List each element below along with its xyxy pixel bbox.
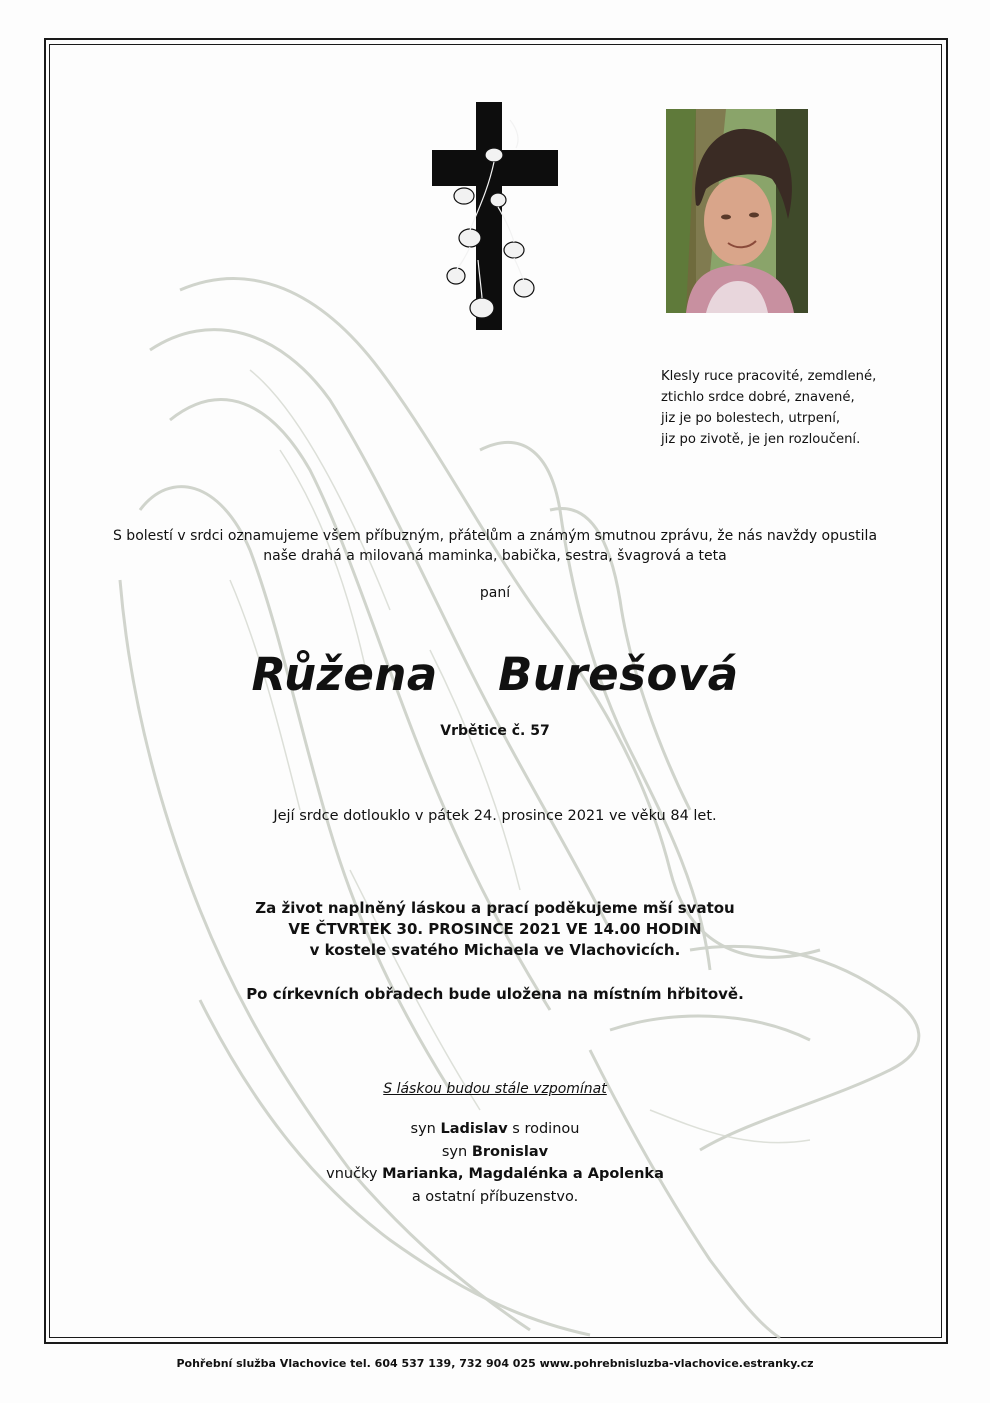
intro-line-1: S bolestí v srdci oznamujeme všem příbuzným, přátelům a známým smutnou zprávu, že nás navždy opustila [112, 528, 878, 544]
ceremony-line-2: VE ČTVRTEK 30. PROSINCE 2021 VE 14.00 HODIN [288, 920, 702, 938]
cross-with-roses-icon [428, 100, 560, 332]
mourner-name: Bronislav [471, 1143, 549, 1160]
poem-line: jiz je po bolestech, utrpení, [661, 411, 841, 426]
poem [661, 366, 921, 450]
mourner-suffix: s rodinou [507, 1121, 580, 1137]
address: Vrbětice č. 57 [440, 723, 550, 739]
poem-line: ztichlo srdce dobré, znavené, [661, 390, 855, 405]
remember-heading: S láskou budou stále vzpomínat [383, 1081, 607, 1097]
ceremony-line-1: Za život naplněný láskou a prací poděkujeme mší svatou [255, 899, 735, 917]
poem-line: jiz po zivotě, je jen rozloučení. [661, 432, 861, 447]
deceased-name: Růžena Burešová [251, 648, 739, 701]
portrait-photo [666, 109, 808, 313]
mourner-line [60, 1163, 930, 1186]
intro-line-2: naše drahá a milovaná maminka, babička, sestra, švagrová a teta [263, 548, 727, 564]
funeral-service-footer: Pohřební služba Vlachovice tel. 604 537 139, 732 904 025 www.pohrebnisluzba-vlachovice.estranky.cz [176, 1357, 814, 1370]
mourner-line [60, 1141, 930, 1164]
mourner-relation: vnučky [326, 1166, 383, 1182]
mourner-name: Marianka, Magdalénka a Apolenka [382, 1166, 664, 1182]
mourner-line [60, 1118, 930, 1141]
mourner-name: Ladislav [440, 1121, 508, 1137]
mourner-relation: syn [441, 1143, 472, 1160]
title-prefix: paní [479, 585, 511, 601]
burial-info: Po církevních obřadech bude uložena na místním hřbitově. [246, 985, 744, 1003]
poem-line: Klesly ruce pracovité, zemdlené, [661, 369, 877, 384]
death-notice: Její srdce dotlouklo v pátek 24. prosince 2021 ve věku 84 let. [273, 808, 717, 824]
mourners-list [60, 1118, 930, 1208]
announcement-intro [60, 526, 930, 566]
mourner-line [60, 1186, 930, 1209]
ceremony-info [60, 898, 930, 961]
mourner-relation: a ostatní příbuzenstvo. [411, 1188, 579, 1205]
ceremony-line-3: v kostele svatého Michaela ve Vlachovicích. [309, 941, 681, 959]
mourner-relation: syn [410, 1121, 441, 1137]
